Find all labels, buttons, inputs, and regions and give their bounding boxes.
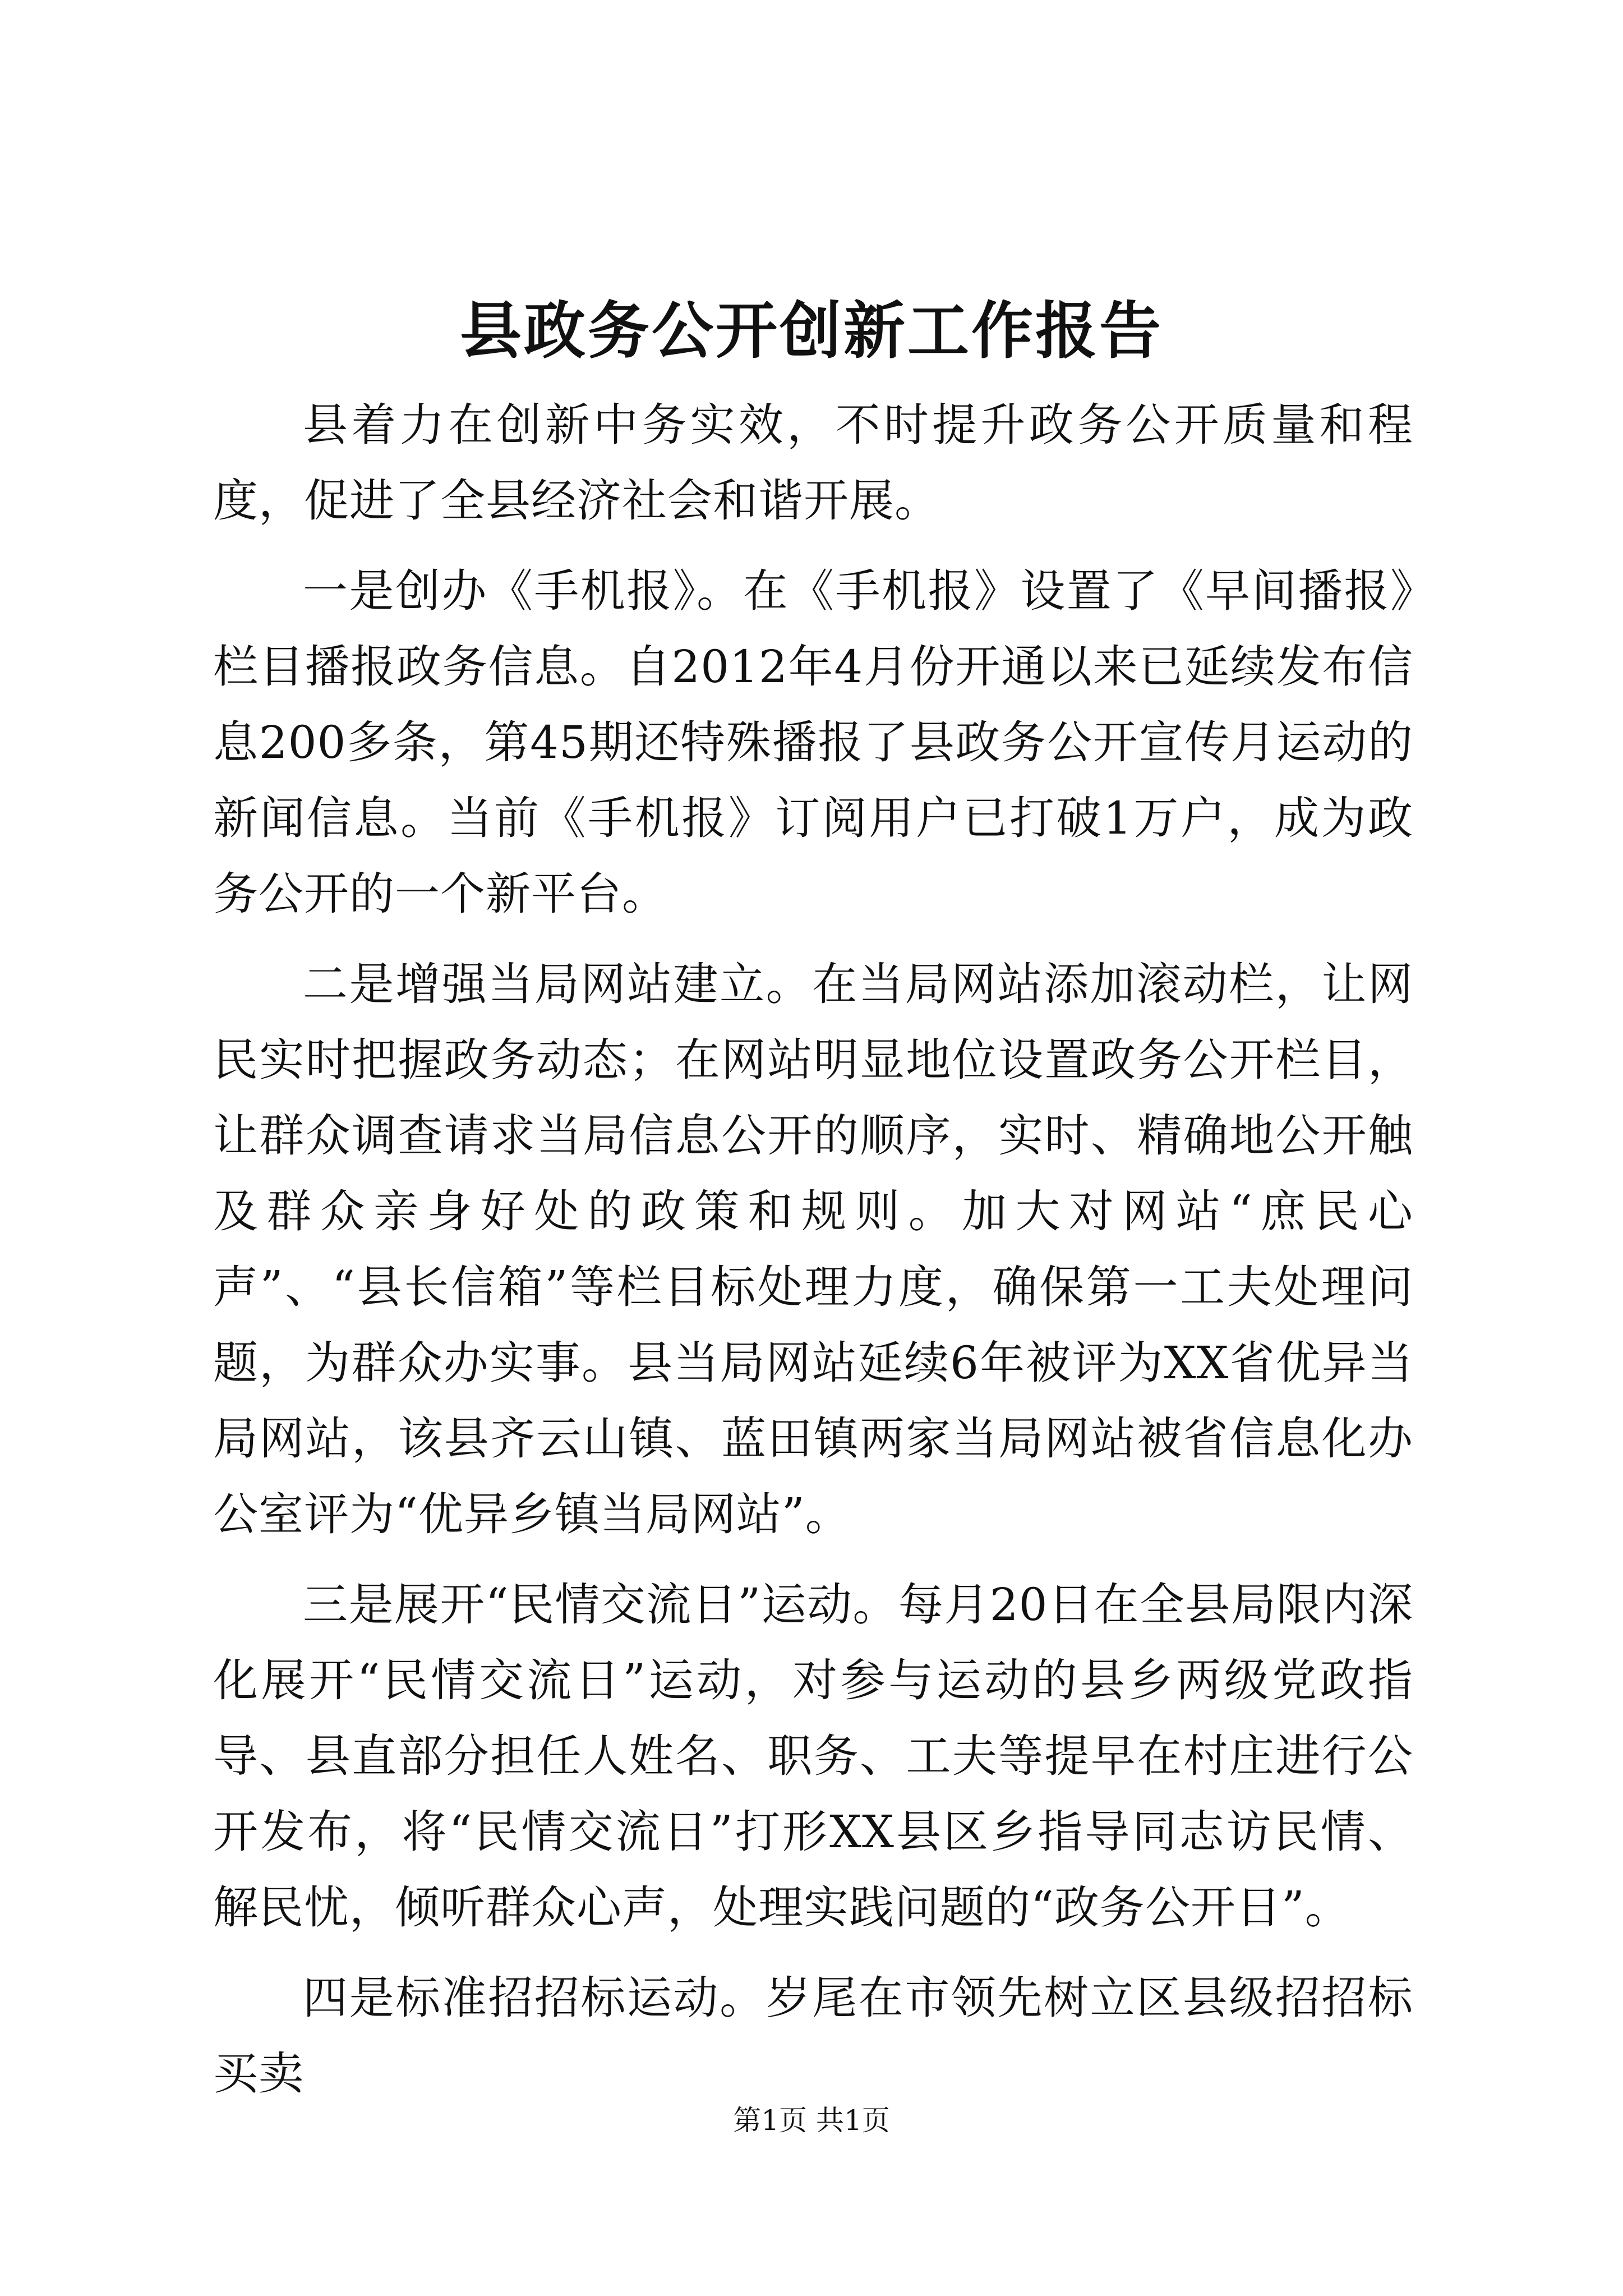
paragraph-bidding-standard: 四是标准招招标运动。岁尾在市领先树立区县级招招标买卖 [213,1972,1413,2100]
paragraph-government-website: 二是增强当局网站建立。在当局网站添加滚动栏，让网民实时把握政务动态；在网站明显地位设置政务公开栏目，让群众调查请求当局信息公开的顺序，实时、精确地公开触及群众亲身好处的政策和规则。加大对网站“庶民心声”、“县长信箱”等栏目标处理力度，确保第一工夫处理问题，为群众办实事。县当局网站延续6年被评为XX省优异当局网站，该县齐云山镇、蓝田镇两家当局网站被省信息化办公室评为“优异乡镇当局网站”。 [213,958,1413,1540]
paragraph-intro: 县着力在创新中务实效，不时提升政务公开质量和程度，促进了全县经济社会和谐开展。 [213,399,1413,527]
document-title: 县政务公开创新工作报告 [460,295,1163,367]
paragraph-public-exchange-day: 三是展开“民情交流日”运动。每月20日在全县局限内深化展开“民情交流日”运动，对参与运动的县乡两级党政指导、县直部分担任人姓名、职务、工夫等提早在村庄进行公开发布，将“民情交流日”打形XX县区乡指导同志访民情、解民忧，倾听群众心声，处理实践问题的“政务公开日”。 [213,1579,1413,1934]
document-body [213,387,1413,2126]
paragraph-mobile-newspaper: 一是创办《手机报》。在《手机报》设置了《早间播报》栏目播报政务信息。自2012年4月份开通以来已延续发布信息200多条，第45期还特殊播报了县政务公开宣传月运动的新闻信息。当前《手机报》订阅用户已打破1万户，成为政务公开的一个新平台。 [213,565,1413,920]
page-number-footer: 第1页 共1页 [733,2104,890,2137]
